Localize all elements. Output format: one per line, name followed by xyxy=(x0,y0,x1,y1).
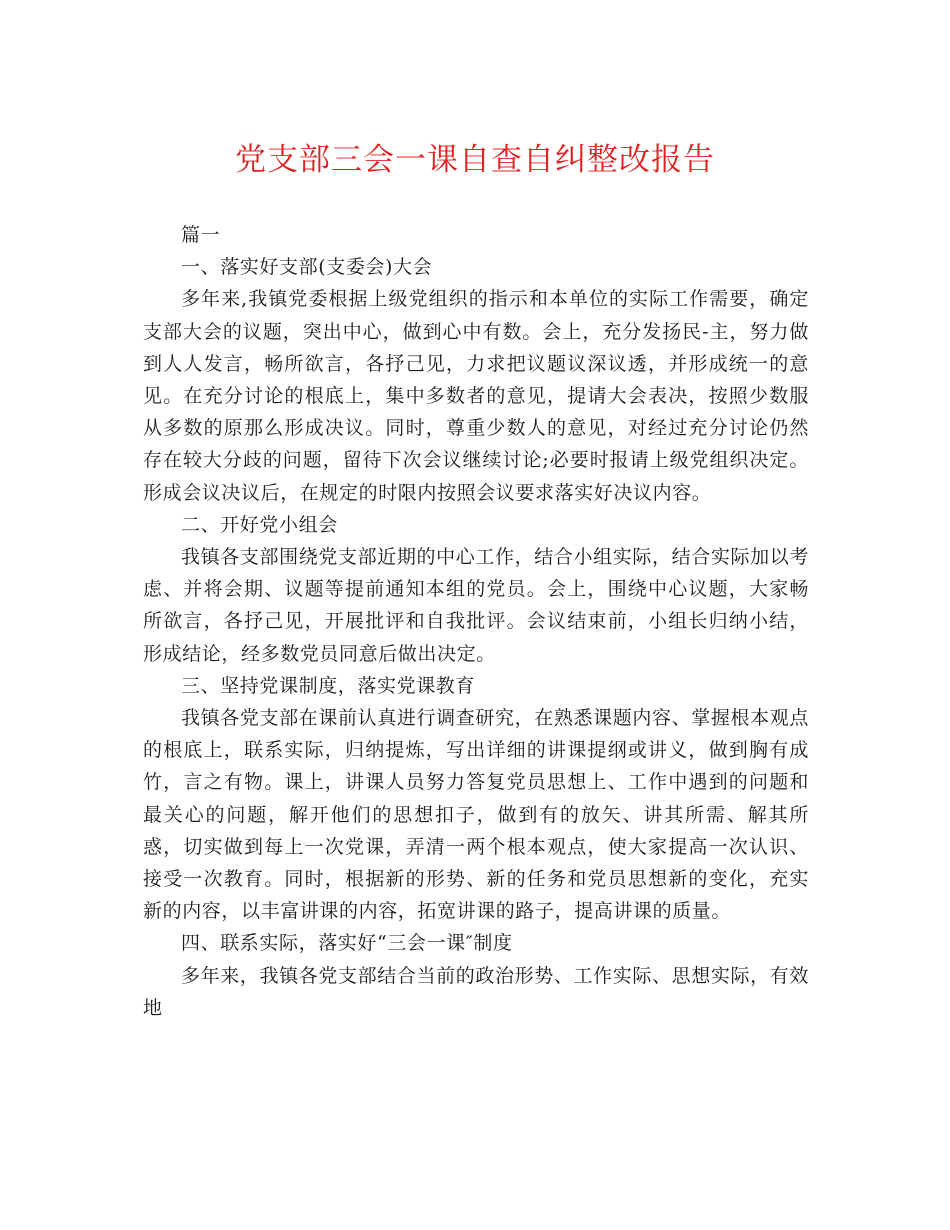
section-paragraph-2: 我镇各支部围绕党支部近期的中心工作，结合小组实际，结合实际加以考虑、并将会期、议题等提前通知本组的党员。会上，围绕中心议题，大家畅所欲言，各抒己见，开展批评和自我批评。会议结束前，小组长归纳小结，形成结论，经多数党员同意后做出决定。 xyxy=(143,546,809,665)
section-heading-2: 二、开好党小组会 xyxy=(181,513,338,536)
section-label: 篇一 xyxy=(181,224,221,246)
section-heading-4: 四、联系实际，落实好“三会一课″制度 xyxy=(181,932,513,955)
document-body xyxy=(143,219,809,1024)
section-paragraph-3: 我镇各党支部在课前认真进行调查研究，在熟悉课题内容、掌握根本观点的根底上，联系实际，归纳提炼，写出详细的讲课提纲或讲义，做到胸有成竹，言之有物。课上，讲课人员努力答复党员思想上、工作中遇到的问题和最关心的问题，解开他们的思想扣子，做到有的放矢、讲其所需、解其所惑，切实做到每上一次党课，弄清一两个根本观点，使大家提高一次认识、接受一次教育。同时，根据新的形势、新的任务和党员思想新的变化，充实新的内容，以丰富讲课的内容，拓宽讲课的路子，提高讲课的质量。 xyxy=(143,707,809,923)
section-heading-3: 三、坚持党课制度，落实党课教育 xyxy=(181,674,476,697)
section-heading-1: 一、落实好支部(支委会)大会 xyxy=(181,256,433,279)
section-paragraph-1: 多年来,我镇党委根据上级党组织的指示和本单位的实际工作需要，确定支部大会的议题，突出中心，做到心中有数。会上，充分发扬民-主，努力做到人人发言，畅所欲言，各抒己见，力求把议题议深议透，并形成统一的意见。在充分讨论的根底上，集中多数者的意见，提请大会表决，按照少数服从多数的原那么形成决议。同时，尊重少数人的意见，对经过充分讨论仍然存在较大分歧的问题，留待下次会议继续讨论;必要时报请上级党组织决定。形成会议决议后，在规定的时限内按照会议要求落实好决议内容。 xyxy=(143,288,809,504)
section-paragraph-4: 多年来，我镇各党支部结合当前的政治形势、工作实际、思想实际，有效地 xyxy=(143,964,809,1019)
document-title: 党支部三会一课自查自纠整改报告 xyxy=(235,142,715,178)
